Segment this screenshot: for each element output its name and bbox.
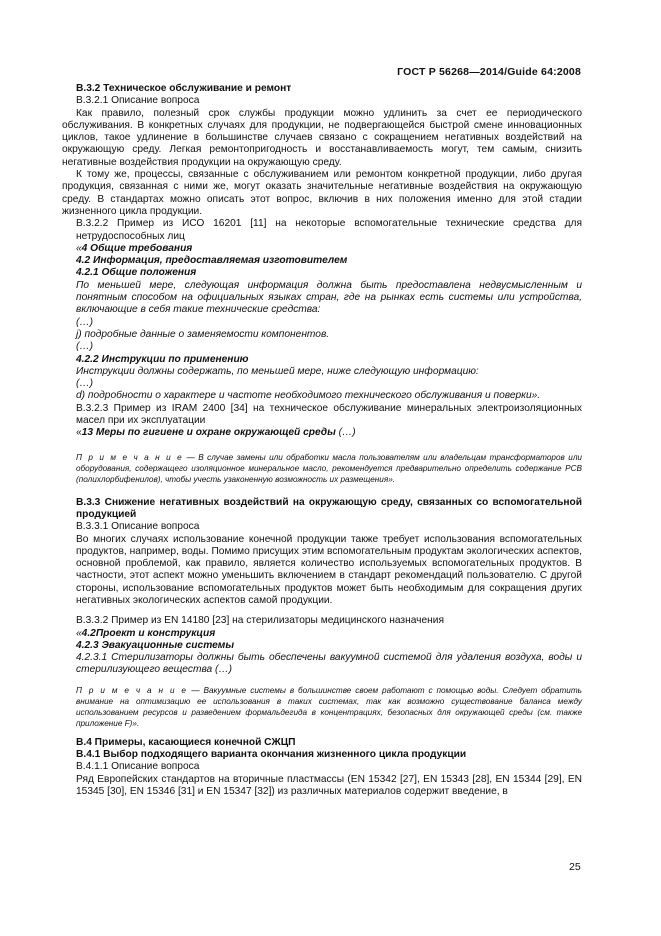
document-header: ГОСТ Р 56268—2014/Guide 64:2008 [397, 66, 581, 78]
quote-tail: (…) [335, 427, 356, 439]
quote-heading: 4.2 Информация, предоставляемая изготовителем [76, 255, 348, 267]
page-number: 25 [569, 861, 581, 873]
subheading-b321: В.3.2.1 Описание вопроса [76, 95, 200, 107]
page-content [62, 83, 582, 798]
heading-b33: В.3.3 Снижение негативных воздействий на окружающую среду, связанных со вспомогательной продукцией [76, 496, 582, 520]
list-item: d) подробности о характере и частоте необходимого технического обслуживания и поверки». [76, 390, 541, 402]
ellipsis: (…) [76, 341, 93, 353]
note-label: П р и м е ч а н и е [76, 685, 188, 695]
paragraph: К тому же, процессы, связанные с обслуживанием или ремонтом конкретной продукции, либо другая продукция, связанная с ними же, могут оказать значительные негативные воздействия на окружающую среду. В стандартах можно описать этот вопрос, включив в них положения именно для этой стадии жизненного цикла продукции. [62, 169, 582, 217]
ellipsis: (…) [76, 378, 93, 390]
note-text: — Вакуумные системы в большинстве своем работают с помощью воды. Следует обратить внимание на оптимизацию ее использования в таких системах, так как возможно существование баланса между использованием ресурсов и разведением формальдегида в концентрациях, безопасных для окружающей среды (см. также приложение F)». [76, 685, 582, 728]
heading-text: В.3.2 Техническое обслуживание и ремонт [76, 83, 292, 94]
quote-heading-text: 4.2Проект и конструкция [81, 627, 216, 639]
quote-open: « [76, 627, 82, 639]
note-text: — В случае замены или обработки масла пользователям или владельцам трансформаторов или оборудования, содержащего изоляционное минеральное масло, рекомендуется предварительно определить содержание PCB (полихлорбифенилов), чтобы учесть узаконенную возможность их размещения». [76, 452, 582, 484]
heading-b41: В.4.1 Выбор подходящего варианта окончания жизненного цикла продукции [76, 749, 467, 761]
quote-heading-text: 4 Общие требования [81, 242, 193, 254]
quote-heading: 4.2.3 Эвакуационные системы [76, 639, 235, 651]
quote-paragraph: 4.2.3.1 Стерилизаторы должны быть обеспечены вакуумной системой для удаления воздуха, воды и стерилизующего вещества (…) [76, 652, 582, 676]
quote-heading [76, 243, 582, 255]
quote-paragraph: Инструкции должны содержать, по меньшей мере, ниже следующую информацию: [76, 365, 479, 377]
quote-paragraph: По меньшей мере, следующая информация должна быть предоставлена недвусмысленным и понятным способом на официальных языках стран, где на рынках есть системы или устройства, включающие в себя такие технические средства: [76, 279, 582, 316]
note [76, 685, 582, 729]
ellipsis: (…) [76, 316, 93, 328]
heading-b32 [76, 83, 582, 95]
paragraph: В.3.2.3 Пример из IRAM 2400 [34] на техническое обслуживание минеральных электроизоляционных масел при их эксплуатации [76, 402, 582, 427]
subheading-b331: В.3.3.1 Описание вопроса [76, 521, 200, 533]
paragraph: Ряд Европейских стандартов на вторичные пластмассы (EN 15342 [27], EN 15343 [28], EN 15344 [29], EN 15345 [30], EN 15346 [31] и EN 15347 [32]) из различных материалов содержит введение, в [76, 773, 582, 797]
quote-heading [76, 628, 582, 640]
quote-open: « [76, 242, 82, 254]
heading-b4: В.4 Примеры, касающиеся конечной СЖЦП [76, 736, 296, 748]
quote-heading: 4.2.1 Общие положения [76, 267, 197, 279]
note-label: П р и м е ч а н и е [76, 452, 184, 462]
note [76, 452, 582, 485]
paragraph: Во многих случаях использование конечной продукции также требует использования вспомогательных продуктов, например, воды. Помимо присущих этим вспомогательным продуктам экологических аспектов, основной проблемой, как правило, является количество используемых вспомогательных продуктов. В частности, этот аспект можно уменьшить включением в стандарт рекомендаций пользователю. С другой стороны, использование вспомогательных продуктов может быть необходимым для сокращения других негативных экологических аспектов самой продукции. [76, 533, 582, 606]
paragraph: В.3.2.2 Пример из ИСО 16201 [11] на некоторые вспомогательные технические средства для нетрудоспособных лиц [76, 218, 582, 242]
quote-heading: 4.2.2 Инструкции по применению [76, 353, 249, 365]
paragraph: В.3.3.2 Пример из EN 14180 [23] на стерилизаторы медицинского назначения [76, 615, 444, 627]
quote-heading [76, 427, 582, 439]
paragraph: Как правило, полезный срок службы продукции можно удлинить за счет ее периодического обслуживания. В конкретных случаях для продукции, не подвергающейся быстрой смене инновационных циклов, такое удлинение в большинстве случаев связано с сокращением негативных воздействий на окружающую среду. Легкая ремонтопригодность и восстанавливаемость могут, тем самым, снизить негативные воздействия продукции на окружающую среду. [62, 107, 582, 168]
subheading-b411: В.4.1.1 Описание вопроса [76, 761, 200, 773]
quote-open: « [76, 427, 82, 439]
quote-heading-text: 13 Меры по гигиене и охране окружающей среды [81, 427, 336, 439]
list-item: j) подробные данные о заменяемости компонентов. [76, 328, 330, 340]
